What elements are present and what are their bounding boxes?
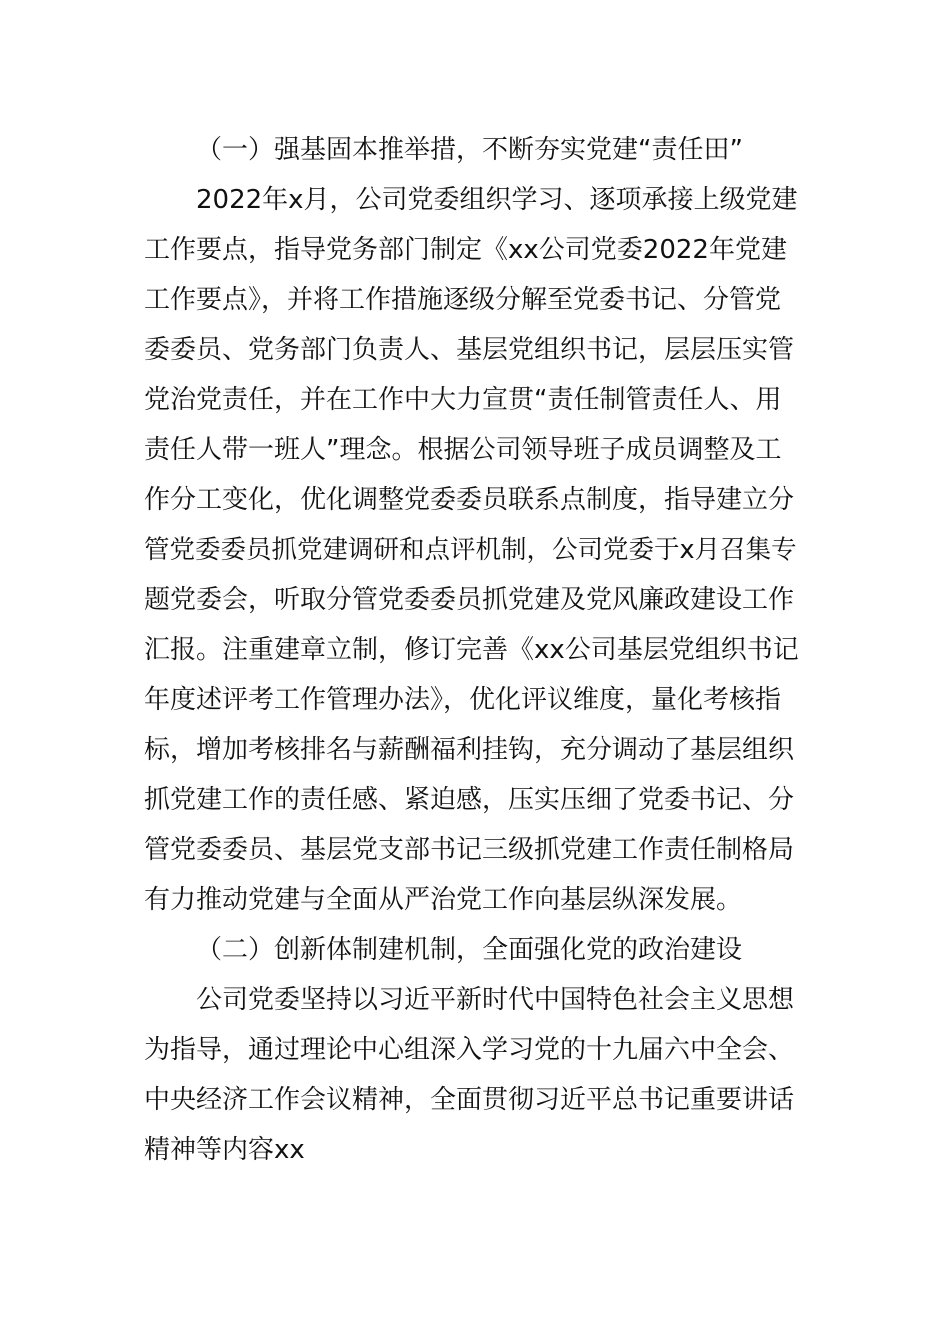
paragraph-line: 汇报。注重建章立制，修订完善《xx公司基层党组织书记: [144, 635, 799, 665]
paragraph-line: 工作要点》，并将工作措施逐级分解至党委书记、分管党: [144, 285, 782, 315]
paragraph-line: 作分工变化，优化调整党委委员联系点制度，指导建立分: [144, 485, 795, 515]
paragraph-line: 年度述评考工作管理办法》，优化评议维度，量化考核指: [144, 685, 782, 715]
paragraph-line: 工作要点，指导党务部门制定《xx公司党委2022年党建: [144, 235, 787, 265]
section-1-heading: （一）强基固本推举措，不断夯实党建“责任田”: [196, 135, 743, 165]
paragraph-line: 精神等内容xx: [144, 1135, 305, 1165]
paragraph-line: 题党委会，听取分管党委委员抓党建及党风廉政建设工作: [144, 585, 795, 615]
paragraph-line: 为指导，通过理论中心组深入学习党的十九届六中全会、: [144, 1035, 795, 1065]
paragraph-line: 公司党委坚持以习近平新时代中国特色社会主义思想: [196, 985, 795, 1015]
paragraph-line: 委委员、党务部门负责人、基层党组织书记，层层压实管: [144, 335, 795, 365]
paragraph-line: 中央经济工作会议精神，全面贯彻习近平总书记重要讲话: [144, 1085, 795, 1115]
paragraph-line: 标，增加考核排名与薪酬福利挂钩，充分调动了基层组织: [144, 735, 795, 765]
paragraph-line: 党治党责任，并在工作中大力宣贯“责任制管责任人、用: [144, 385, 782, 415]
paragraph-line: 管党委委员、基层党支部书记三级抓党建工作责任制格局: [144, 835, 795, 865]
paragraph-line: 抓党建工作的责任感、紧迫感，压实压细了党委书记、分: [144, 785, 795, 815]
paragraph-line: 管党委委员抓党建调研和点评机制，公司党委于x月召集专: [144, 535, 797, 565]
section-2-heading: （二）创新体制建机制，全面强化党的政治建设: [196, 935, 743, 965]
paragraph-line: 责任人带一班人”理念。根据公司领导班子成员调整及工: [144, 435, 782, 465]
paragraph-line: 2022年x月，公司党委组织学习、逐项承接上级党建: [196, 185, 798, 215]
paragraph-line: 有力推动党建与全面从严治党工作向基层纵深发展。: [144, 885, 743, 915]
